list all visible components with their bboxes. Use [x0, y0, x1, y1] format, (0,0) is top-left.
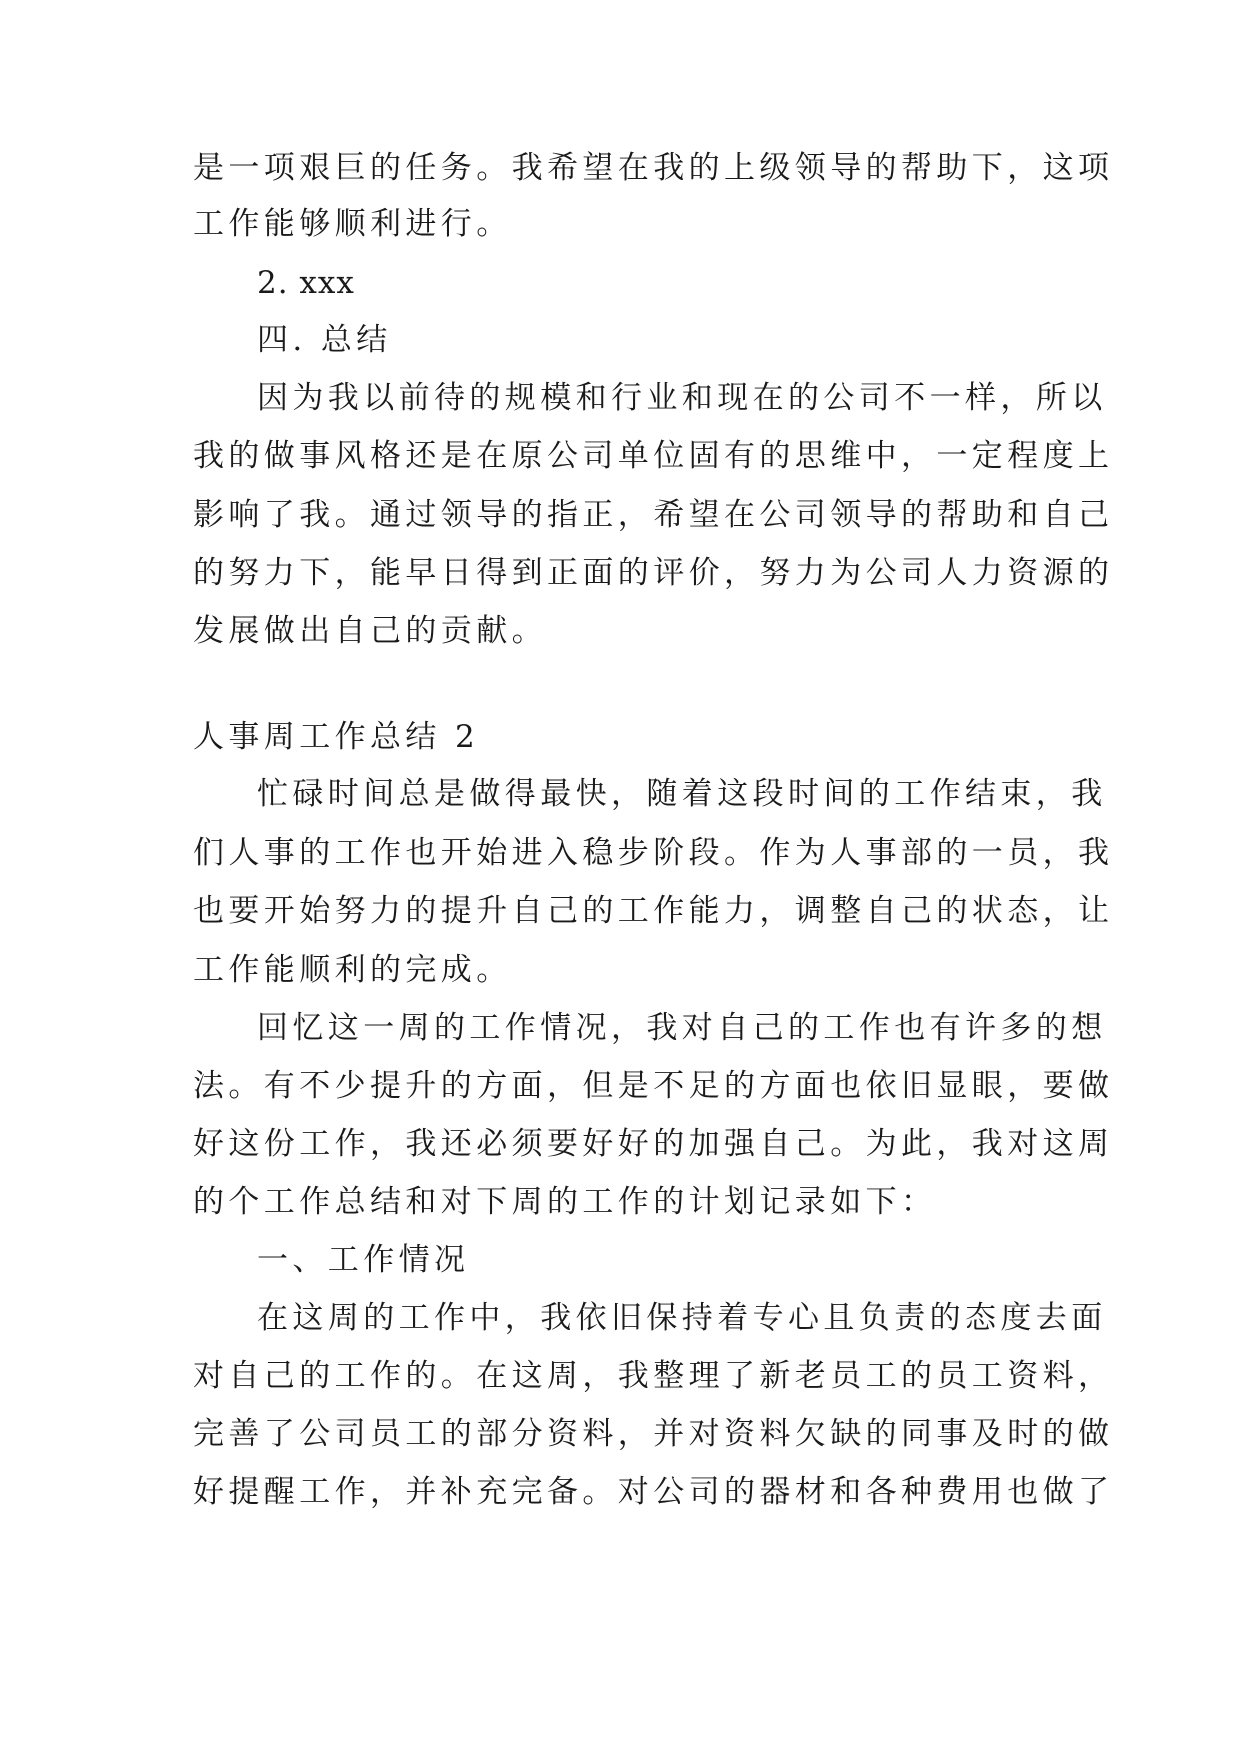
- body-text-line: 的个工作总结和对下周的工作的计划记录如下：: [193, 1184, 937, 1220]
- section-heading: 一、工作情况: [257, 1242, 470, 1278]
- body-text-line: 我的做事风格还是在原公司单位固有的思维中，一定程度上: [193, 438, 1114, 474]
- body-text-line: 是一项艰巨的任务。我希望在我的上级领导的帮助下，这项: [193, 150, 1114, 186]
- body-text-line: 法。有不少提升的方面，但是不足的方面也依旧显眼，要做: [193, 1068, 1114, 1104]
- paragraph-first-line: 回忆这一周的工作情况，我对自己的工作也有许多的想: [257, 1010, 1107, 1046]
- list-item-numbered: 2. xxx: [257, 265, 355, 301]
- body-text-line: 们人事的工作也开始进入稳步阶段。作为人事部的一员，我: [193, 835, 1114, 871]
- body-text-line: 工作能够顺利进行。: [193, 206, 512, 242]
- body-text-line: 也要开始努力的提升自己的工作能力，调整自己的状态，让: [193, 893, 1114, 929]
- paragraph-first-line: 忙碌时间总是做得最快，随着这段时间的工作结束，我: [257, 776, 1107, 812]
- body-text-line: 对自己的工作的。在这周，我整理了新老员工的员工资料，: [193, 1358, 1114, 1394]
- body-text-line: 的努力下，能早日得到正面的评价，努力为公司人力资源的: [193, 555, 1114, 591]
- paragraph-first-line: 在这周的工作中，我依旧保持着专心且负责的态度去面: [257, 1300, 1107, 1336]
- body-text-line: 好这份工作，我还必须要好好的加强自己。为此，我对这周: [193, 1126, 1114, 1162]
- body-text-line: 影响了我。通过领导的指正，希望在公司领导的帮助和自己: [193, 497, 1114, 533]
- body-text-line: 工作能顺利的完成。: [193, 952, 512, 988]
- section-heading: 四. 总结: [257, 322, 392, 358]
- body-text-line: 发展做出自己的贡献。: [193, 613, 547, 649]
- body-text-line: 好提醒工作，并补充完备。对公司的器材和各种费用也做了: [193, 1474, 1114, 1510]
- paragraph-first-line: 因为我以前待的规模和行业和现在的公司不一样，所以: [257, 380, 1107, 416]
- body-text-line: 完善了公司员工的部分资料，并对资料欠缺的同事及时的做: [193, 1416, 1114, 1452]
- document-title: 人事周工作总结 2: [193, 719, 480, 755]
